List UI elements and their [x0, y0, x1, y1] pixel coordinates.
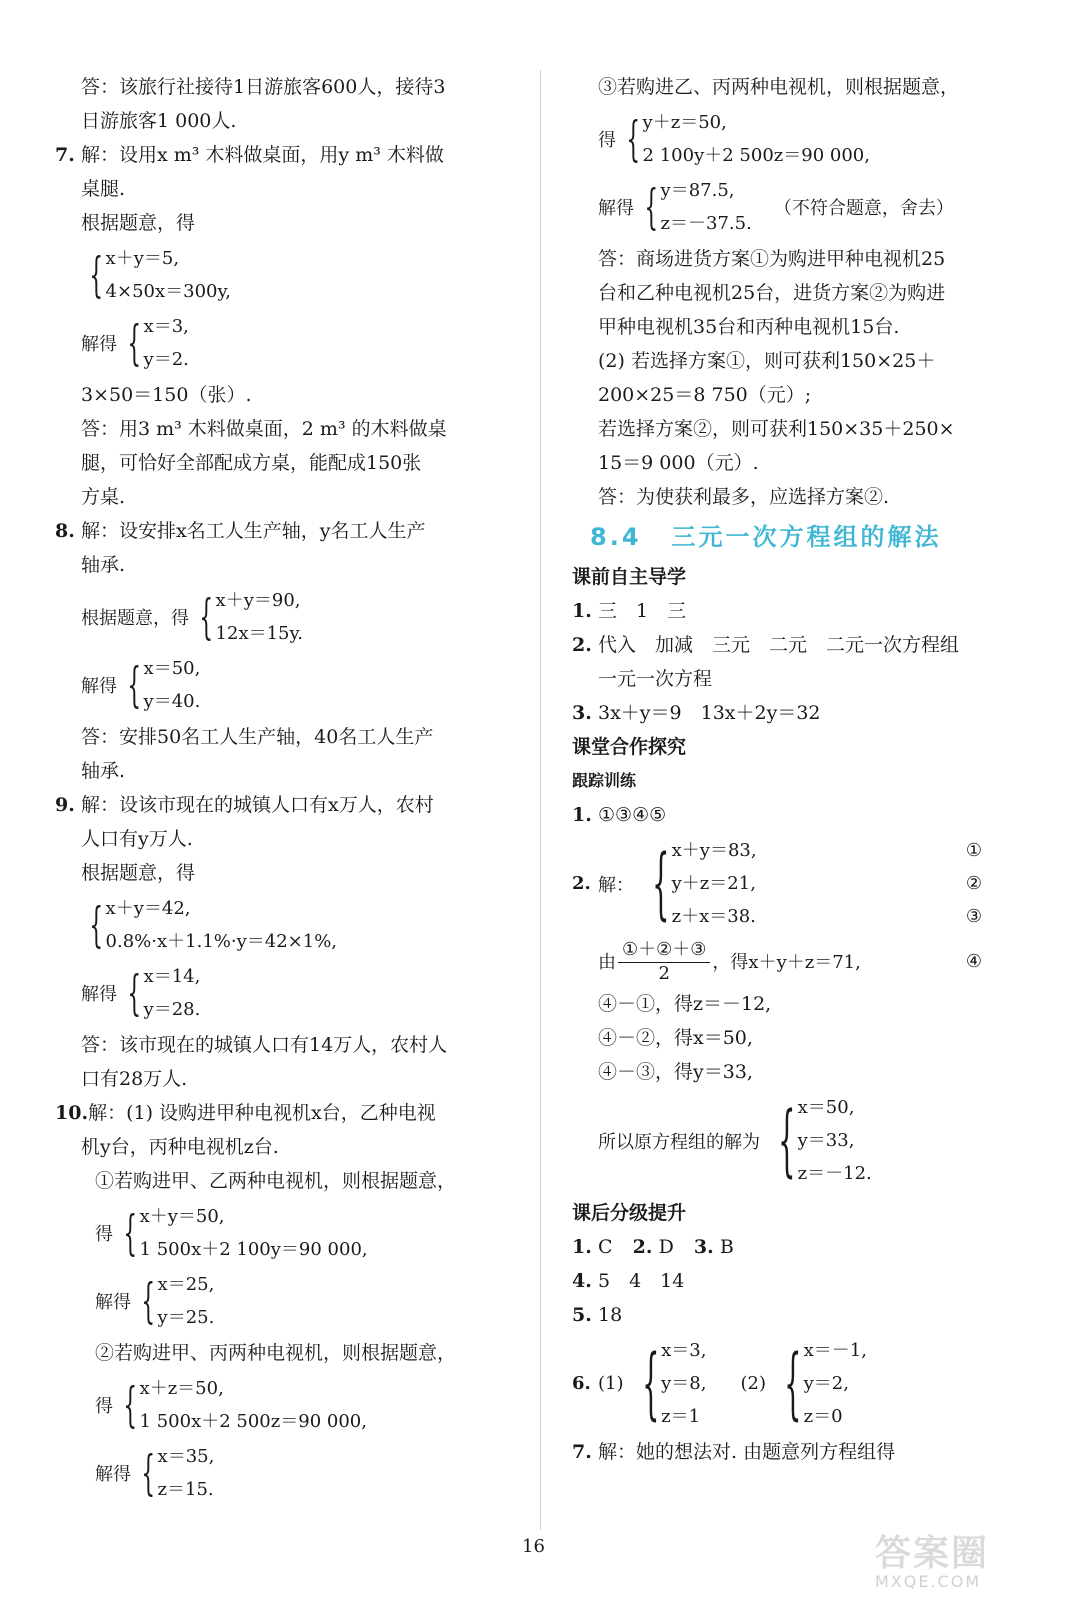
- brace: {: [626, 111, 641, 167]
- text-line: 轴承.: [81, 760, 126, 782]
- equation: z＝15.: [157, 1479, 214, 1500]
- solution-system: [55, 1440, 525, 1506]
- text-line: 人口有y万人.: [81, 828, 193, 850]
- text-line: 答：为使获利最多，应选择方案②.: [598, 486, 890, 508]
- text-line: 日游旅客1 000人.: [81, 110, 237, 132]
- answer-text: 3x＋y＝9 13x＋2y＝32: [598, 702, 821, 724]
- brace: {: [784, 1338, 802, 1429]
- brace: {: [123, 1377, 138, 1433]
- fraction: [618, 938, 710, 985]
- question-number: 6.: [572, 1373, 591, 1394]
- answer-line: [572, 594, 1012, 628]
- answer-text: 一元一次方程: [598, 668, 713, 690]
- equation: 12x＝15y.: [215, 623, 304, 644]
- question-number: 9.: [55, 794, 75, 816]
- equation: z＝1: [661, 1406, 701, 1427]
- text-line: 方桌.: [81, 486, 126, 508]
- watermark-text: 答案圈: [875, 1533, 990, 1574]
- brace: {: [127, 965, 142, 1021]
- equation: x＋y＝42,: [105, 898, 191, 919]
- equation-marker: ①: [965, 840, 982, 861]
- answer-line: [572, 1435, 1012, 1469]
- part-label: (2): [740, 1373, 766, 1394]
- text-line: 腿，可恰好全部配成方桌，能配成150张: [81, 452, 422, 474]
- question-number: 2.: [572, 873, 591, 894]
- answer-text: 三 1 三: [598, 600, 687, 622]
- question-number: 8.: [55, 520, 75, 542]
- text-line: 根据题意，得: [81, 212, 196, 234]
- equation: ，得x＋y＋z＝71,: [712, 952, 861, 973]
- brace: {: [641, 1338, 660, 1429]
- question-number: 7.: [55, 144, 75, 166]
- equation: y＝33,: [797, 1130, 855, 1151]
- solve-label: 解得: [95, 1464, 131, 1485]
- text-line: 200×25＝8 750（元）;: [598, 384, 812, 406]
- solution-system: [55, 1268, 525, 1334]
- section-number: 8.4: [590, 523, 642, 551]
- equation: y＝2.: [143, 349, 189, 370]
- answer-line: [572, 798, 1012, 832]
- text-line: 答：安排50名工人生产轴，40名工人生产: [81, 726, 434, 748]
- answer-text: ①③④⑤: [598, 804, 667, 826]
- answer-text: B: [719, 1236, 734, 1258]
- section-title: [572, 514, 1012, 560]
- equation: 1 500x＋2 100y＝90 000,: [139, 1239, 368, 1260]
- equation-system: [55, 242, 525, 308]
- question-8: [55, 514, 525, 548]
- text-line: 解：(1) 设购进甲种电视机x台，乙种电视: [88, 1102, 436, 1124]
- question-7: [55, 138, 525, 172]
- equation: x＋y＝83,: [671, 840, 757, 861]
- text-line: ②若购进甲、丙两种电视机，则根据题意，: [95, 1342, 457, 1364]
- question-10: [55, 1096, 525, 1130]
- solution-system: [55, 652, 525, 718]
- equation: x＋y＝90,: [215, 590, 301, 611]
- equation-system: [55, 892, 525, 958]
- text-line: (2) 若选择方案①，则可获利150×25＋: [598, 350, 936, 372]
- equation: z＋x＝38.: [671, 906, 756, 927]
- subsection-heading: 跟踪训练: [572, 771, 637, 790]
- brace: {: [127, 657, 142, 713]
- question-number: 7.: [572, 1441, 592, 1463]
- brace: {: [652, 838, 670, 929]
- question-number: 10.: [55, 1102, 89, 1124]
- get-label: 得: [598, 130, 616, 151]
- equation: x＝50,: [797, 1097, 855, 1118]
- page-number: 16: [522, 1536, 545, 1557]
- text-line: 3×50＝150（张）.: [81, 384, 252, 406]
- brace: {: [199, 589, 214, 645]
- equation: x＋y＝5,: [105, 248, 180, 269]
- equation-marker: ③: [965, 906, 982, 927]
- text-line: 答：该市现在的城镇人口有14万人，农村人: [81, 1034, 448, 1056]
- solution-system: [572, 1334, 1012, 1433]
- equation-marker: ②: [965, 873, 982, 894]
- equation: x＋z＝50,: [139, 1378, 224, 1399]
- text-line: 答：该旅行社接待1日游旅客600人，接待3: [81, 76, 446, 98]
- solution-system: [572, 174, 1012, 240]
- solve-label: 所以原方程组的解为: [598, 1131, 760, 1153]
- fraction-numerator: ①＋②＋③: [618, 938, 710, 963]
- watermark-url: MXQE.COM: [875, 1572, 982, 1591]
- solution-system: [55, 960, 525, 1026]
- equation: y＝8,: [661, 1373, 707, 1394]
- subsection-heading: 课前自主导学: [572, 566, 687, 588]
- solution-system: [55, 310, 525, 376]
- text-line: 答：用3 m³ 木料做桌面，2 m³ 的木料做桌: [81, 418, 447, 440]
- solve-label: 解：: [598, 874, 634, 896]
- brace: {: [644, 179, 659, 235]
- equation: x＋y＝50,: [139, 1206, 225, 1227]
- text-line: 若选择方案②，则可获利150×35＋250×: [598, 418, 955, 440]
- text-line: 根据题意，得: [81, 862, 196, 884]
- equation: y＋z＝50,: [642, 112, 727, 133]
- equation: z＝－37.5.: [660, 213, 752, 234]
- note: （不符合题意，舍去）: [773, 198, 954, 219]
- equation: y＝28.: [143, 999, 201, 1020]
- text-line: 轴承.: [81, 554, 126, 576]
- brace: {: [89, 897, 104, 953]
- brace: {: [89, 247, 104, 303]
- text-line: 桌腿.: [81, 178, 126, 200]
- equation-system: [572, 106, 1012, 172]
- equation: 4×50x＝300y,: [105, 281, 231, 302]
- equation-system: [572, 834, 1012, 933]
- equation: ④－①，得z＝－12,: [598, 993, 772, 1015]
- fraction-denominator: 2: [658, 962, 670, 984]
- get-label: 得: [95, 1396, 113, 1417]
- brace: {: [123, 1205, 138, 1261]
- answer-line: [572, 696, 1012, 730]
- text-line: 答：商场进货方案①为购进甲种电视机25: [598, 248, 946, 270]
- question-number: 2.: [572, 634, 592, 656]
- question-number: 1.: [572, 600, 592, 622]
- question-number: 2.: [632, 1236, 653, 1258]
- answer-text: C: [598, 1236, 613, 1258]
- watermark-logo: [875, 1525, 1055, 1595]
- answer-text: 代入 加减 三元 二元 二元一次方程组: [598, 634, 960, 656]
- equation: x＝3,: [143, 316, 189, 337]
- subsection-heading: 课后分级提升: [572, 1202, 687, 1224]
- text-line: ①若购进甲、乙两种电视机，则根据题意，: [95, 1170, 457, 1192]
- left-column: [55, 70, 525, 1508]
- answer-line: [572, 628, 1012, 662]
- get-label: 得: [95, 1224, 113, 1245]
- solution-system: [572, 1091, 1012, 1190]
- question-number: 1.: [572, 804, 592, 826]
- text-line: 解：设用x m³ 木料做桌面，用y m³ 木料做: [81, 144, 444, 166]
- solve-label: 解得: [95, 1292, 131, 1313]
- equation: y＝87.5,: [660, 180, 735, 201]
- equation: x＝3,: [661, 1340, 707, 1361]
- equation: x＝25,: [157, 1274, 215, 1295]
- answer-text: 解：她的想法对. 由题意列方程组得: [598, 1441, 896, 1463]
- brace: {: [141, 1273, 156, 1329]
- equation: y＝25.: [157, 1307, 215, 1328]
- answer-line: [572, 1264, 1012, 1298]
- equation: 2 100y＋2 500z＝90 000,: [642, 145, 870, 166]
- by-label: 由: [598, 952, 616, 973]
- text-line: 口有28万人.: [81, 1068, 188, 1090]
- equation: z＝－12.: [797, 1163, 872, 1184]
- equation-system: [55, 1200, 525, 1266]
- answer-line: [572, 1298, 1012, 1332]
- equation: 1 500x＋2 500z＝90 000,: [139, 1411, 367, 1432]
- question-number: 4.: [572, 1270, 592, 1292]
- equation: y＋z＝21,: [671, 873, 756, 894]
- question-number: 3.: [693, 1236, 714, 1258]
- equation-system: [55, 1372, 525, 1438]
- answer-line: [572, 1230, 1012, 1264]
- equation: z＝0: [803, 1406, 843, 1427]
- text-line: 机y台，丙种电视机z台.: [81, 1136, 279, 1158]
- answer-text: 18: [598, 1304, 623, 1326]
- equation: y＝2,: [803, 1373, 849, 1394]
- equation-system: [55, 584, 525, 650]
- equation: x＝50,: [143, 658, 201, 679]
- part-label: (1): [598, 1373, 624, 1394]
- brace: {: [778, 1095, 796, 1186]
- subsection-heading: 课堂合作探究: [572, 736, 687, 758]
- question-number: 1.: [572, 1236, 592, 1258]
- right-column: [572, 70, 1012, 1469]
- text-line: 根据题意，得: [81, 608, 189, 629]
- solve-label: 解得: [598, 198, 634, 219]
- brace: {: [127, 315, 142, 371]
- question-number: 5.: [572, 1304, 592, 1326]
- text-line: 台和乙种电视机25台，进货方案②为购进: [598, 282, 946, 304]
- text-line: 解：设安排x名工人生产轴，y名工人生产: [81, 520, 426, 542]
- text-line: 甲种电视机35台和丙种电视机15台.: [598, 316, 900, 338]
- fraction-line: [572, 935, 1012, 987]
- equation: x＝35,: [157, 1446, 215, 1467]
- solve-label: 解得: [81, 334, 117, 355]
- answer-text: 5 4 14: [598, 1270, 685, 1292]
- question-9: [55, 788, 525, 822]
- solve-label: 解得: [81, 676, 117, 697]
- equation: x＝14,: [143, 966, 201, 987]
- question-number: 3.: [572, 702, 592, 724]
- equation: ④－②，得x＝50,: [598, 1027, 753, 1049]
- equation-marker: ④: [965, 950, 982, 972]
- solve-label: 解得: [81, 984, 117, 1005]
- equation: ④－③，得y＝33,: [598, 1061, 753, 1083]
- equation: x＝－1,: [803, 1340, 867, 1361]
- section-heading: 三元一次方程组的解法: [671, 523, 942, 551]
- text-line: ③若购进乙、丙两种电视机，则根据题意，: [598, 76, 960, 98]
- text-line: 解：设该市现在的城镇人口有x万人，农村: [81, 794, 434, 816]
- equation: y＝40.: [143, 691, 201, 712]
- column-divider: [540, 70, 541, 1530]
- equation: 0.8%·x＋1.1%·y＝42×1%,: [105, 931, 338, 952]
- text-line: 15＝9 000（元）.: [598, 452, 759, 474]
- answer-text: D: [658, 1236, 674, 1258]
- brace: {: [141, 1445, 156, 1501]
